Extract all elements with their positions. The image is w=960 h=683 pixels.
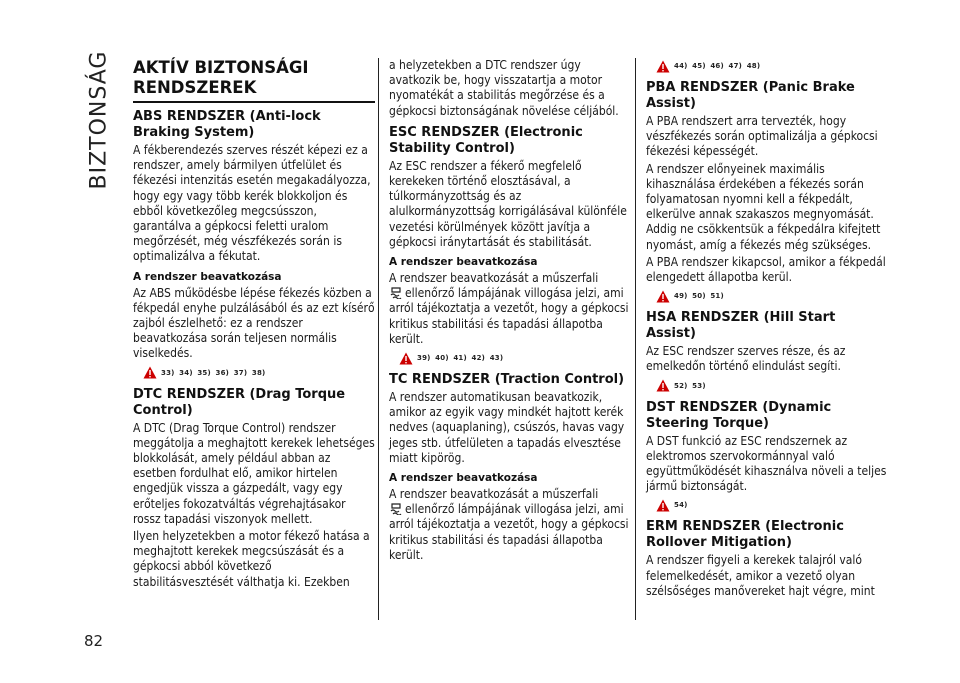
erm-text: A rendszer figyeli a kerekek talajról való felemelkedését, amikor a vezető olyan szélsőséges manővereket hajt végre, mint (646, 553, 875, 598)
warning-ref-numbers: 44) 45) 46) 47) 48) (674, 62, 761, 70)
tc-text: A rendszer automatikusan beavatkozik, amikor az egyik vagy mindkét hajtott kerék nedves (aquaplaning), csúszós, havas vagy jeges stb. útfelületen a tapadás elvesztése miatt kipörög. (389, 390, 625, 465)
top-warning-refs (656, 58, 888, 74)
dst-text: A DST funkció az ESC rendszernek az elektromos szervokormánnyal való együttműködését kihasználva növeli a teljes jármű biztonságát. (646, 433, 887, 494)
hsa-heading: HSA RENDSZER (Hill Start Assist) (646, 310, 836, 342)
dtc-text-2: Ilyen helyzetekben a motor fékező hatása a meghajtott kerekek megcsúszását és a gépkocsi abból következő stabilitásvesztését válthatja ki. Ezekben (133, 529, 370, 589)
column-divider (635, 58, 636, 620)
abs-text: A fékberendezés szerves részét képezi ez a rendszer, amely bármilyen útfelület és fékezési intenzitás esetén megakadályozza, hogy egy vagy több kerék blokkoljon és ebből következőleg megcsússzon, garantálva a gépkocsi feletti uralom megőrzését, még vészfékezés során is optimalizálva a fékutat. (133, 143, 371, 264)
pba-warning-refs (656, 288, 888, 304)
warning-ref-numbers: 39) 40) 41) 42) 43) (417, 354, 504, 363)
hsa-warning-refs (656, 378, 888, 394)
title-underline (133, 101, 375, 103)
tc-heading: TC RENDSZER (Traction Control) (389, 372, 625, 388)
main-title: AKTÍV BIZTONSÁGI RENDSZEREK (133, 58, 309, 97)
warning-ref-numbers: 49) 50) 51) (674, 292, 724, 301)
dtc-heading: DTC RENDSZER (Drag Torque Control) (133, 386, 346, 418)
abs-warning-refs (143, 365, 375, 381)
esc-sub-text-a: A rendszer beavatkozását a műszerfali (389, 271, 599, 286)
dst-warning-refs (656, 497, 888, 513)
erm-heading: ERM RENDSZER (Electronic Rollover Mitigation) (646, 519, 844, 551)
column-3 (646, 58, 888, 601)
abs-sub-text: Az ABS működésbe lépése fékezés közben a fékpedál enyhe pulzálásából és az ezt kísérő zajból észlelhető: ez a rendszer beavatkozása során teljesen normális viselkedés. (133, 285, 375, 361)
abs-heading: ABS RENDSZER (Anti-lock Braking System) (133, 109, 321, 140)
column-divider (378, 58, 379, 620)
warning-triangle-icon (399, 352, 413, 365)
column-1 (133, 58, 375, 592)
pba-text-2: A rendszer előnyeinek maximális kihasználása érdekében a fékezés során folyamatosan nyomni kell a fékpedált, elkerülve annak szakaszos megnyomását. Addig ne csökkentsük a fékpedálra kifejtett nyomást, amíg a fékezés még szükséges. (646, 161, 881, 252)
warning-triangle-icon (656, 60, 670, 73)
warning-ref-numbers: 54) (674, 501, 688, 510)
section-title: BIZTONSÁG (86, 50, 112, 190)
warning-triangle-icon (656, 290, 670, 303)
esc-text: Az ESC rendszer a fékerő megfelelő kerekeken történő elosztásával, a túlkormányzottság és az alulkormányzottság korrigálásával különféle vezetési körülmények között javítja a gépkocsi iránytartását és stabilitását. (389, 158, 627, 249)
esc-sub-text (389, 271, 631, 347)
abs-subheading: A rendszer beavatkozása (133, 270, 282, 283)
page-number: 82 (84, 632, 104, 650)
warning-triangle-icon (656, 499, 670, 512)
warning-triangle-icon (143, 366, 157, 379)
pba-text-1: A PBA rendszert arra tervezték, hogy vészfékezés során optimalizálja a gépkocsi fékezési képességét. (646, 114, 878, 159)
tc-sub-text-b: ellenőrző lámpájának villogása jelzi, ami arról tájékoztatja a vezetőt, hogy a gépkocsi kritikus stabilitási és tapadási állapotba került. (389, 502, 629, 562)
tc-sub-text-a: A rendszer beavatkozását a műszerfali (389, 487, 599, 502)
tc-sub-text (389, 487, 631, 563)
esc-skid-icon (389, 286, 403, 299)
pba-heading: PBA RENDSZER (Panic Brake Assist) (646, 80, 855, 111)
dtc-continued: a helyzetekben a DTC rendszer úgy avatkozik be, hogy visszatartja a motor nyomatékát a stabilitás megőrzése és a gépkocsi biztonságának növelése céljából. (389, 58, 619, 118)
esc-sub-text-b: ellenőrző lámpájának villogása jelzi, ami arról tájékoztatja a vezetőt, hogy a gépkocsi kritikus stabilitási és tapadási állapotba került. (389, 286, 629, 346)
warning-triangle-icon (656, 379, 670, 392)
hsa-text: Az ESC rendszer szerves része, és az emelkedőn történő elindulást segíti. (646, 344, 846, 374)
warning-ref-numbers: 33) 34) 35) 36) 37) 38) (161, 368, 266, 377)
section-tab (84, 50, 114, 190)
column-2 (389, 58, 631, 565)
dtc-text-1: A DTC (Drag Torque Control) rendszer meggátolja a meghajtott kerekek lehetséges blokkolását, amely például abban az esetben fordulhat elő, amikor hirtelen engedjük vissza a gázpedált, vagy egy erőteljes fokozatváltás végrehajtásakor rossz tapadási viszonyok mellett. (133, 420, 375, 526)
warning-ref-numbers: 52) 53) (674, 381, 706, 390)
tc-skid-icon (389, 502, 403, 515)
esc-subheading: A rendszer beavatkozása (389, 256, 538, 269)
esc-warning-refs (399, 350, 631, 366)
tc-subheading: A rendszer beavatkozása (389, 472, 538, 485)
pba-text-3: A PBA rendszer kikapcsol, amikor a fékpedál elengedett állapotba kerül. (646, 254, 886, 285)
dst-heading: DST RENDSZER (Dynamic Steering Torque) (646, 399, 832, 431)
esc-heading: ESC RENDSZER (Electronic Stability Control) (389, 124, 583, 156)
